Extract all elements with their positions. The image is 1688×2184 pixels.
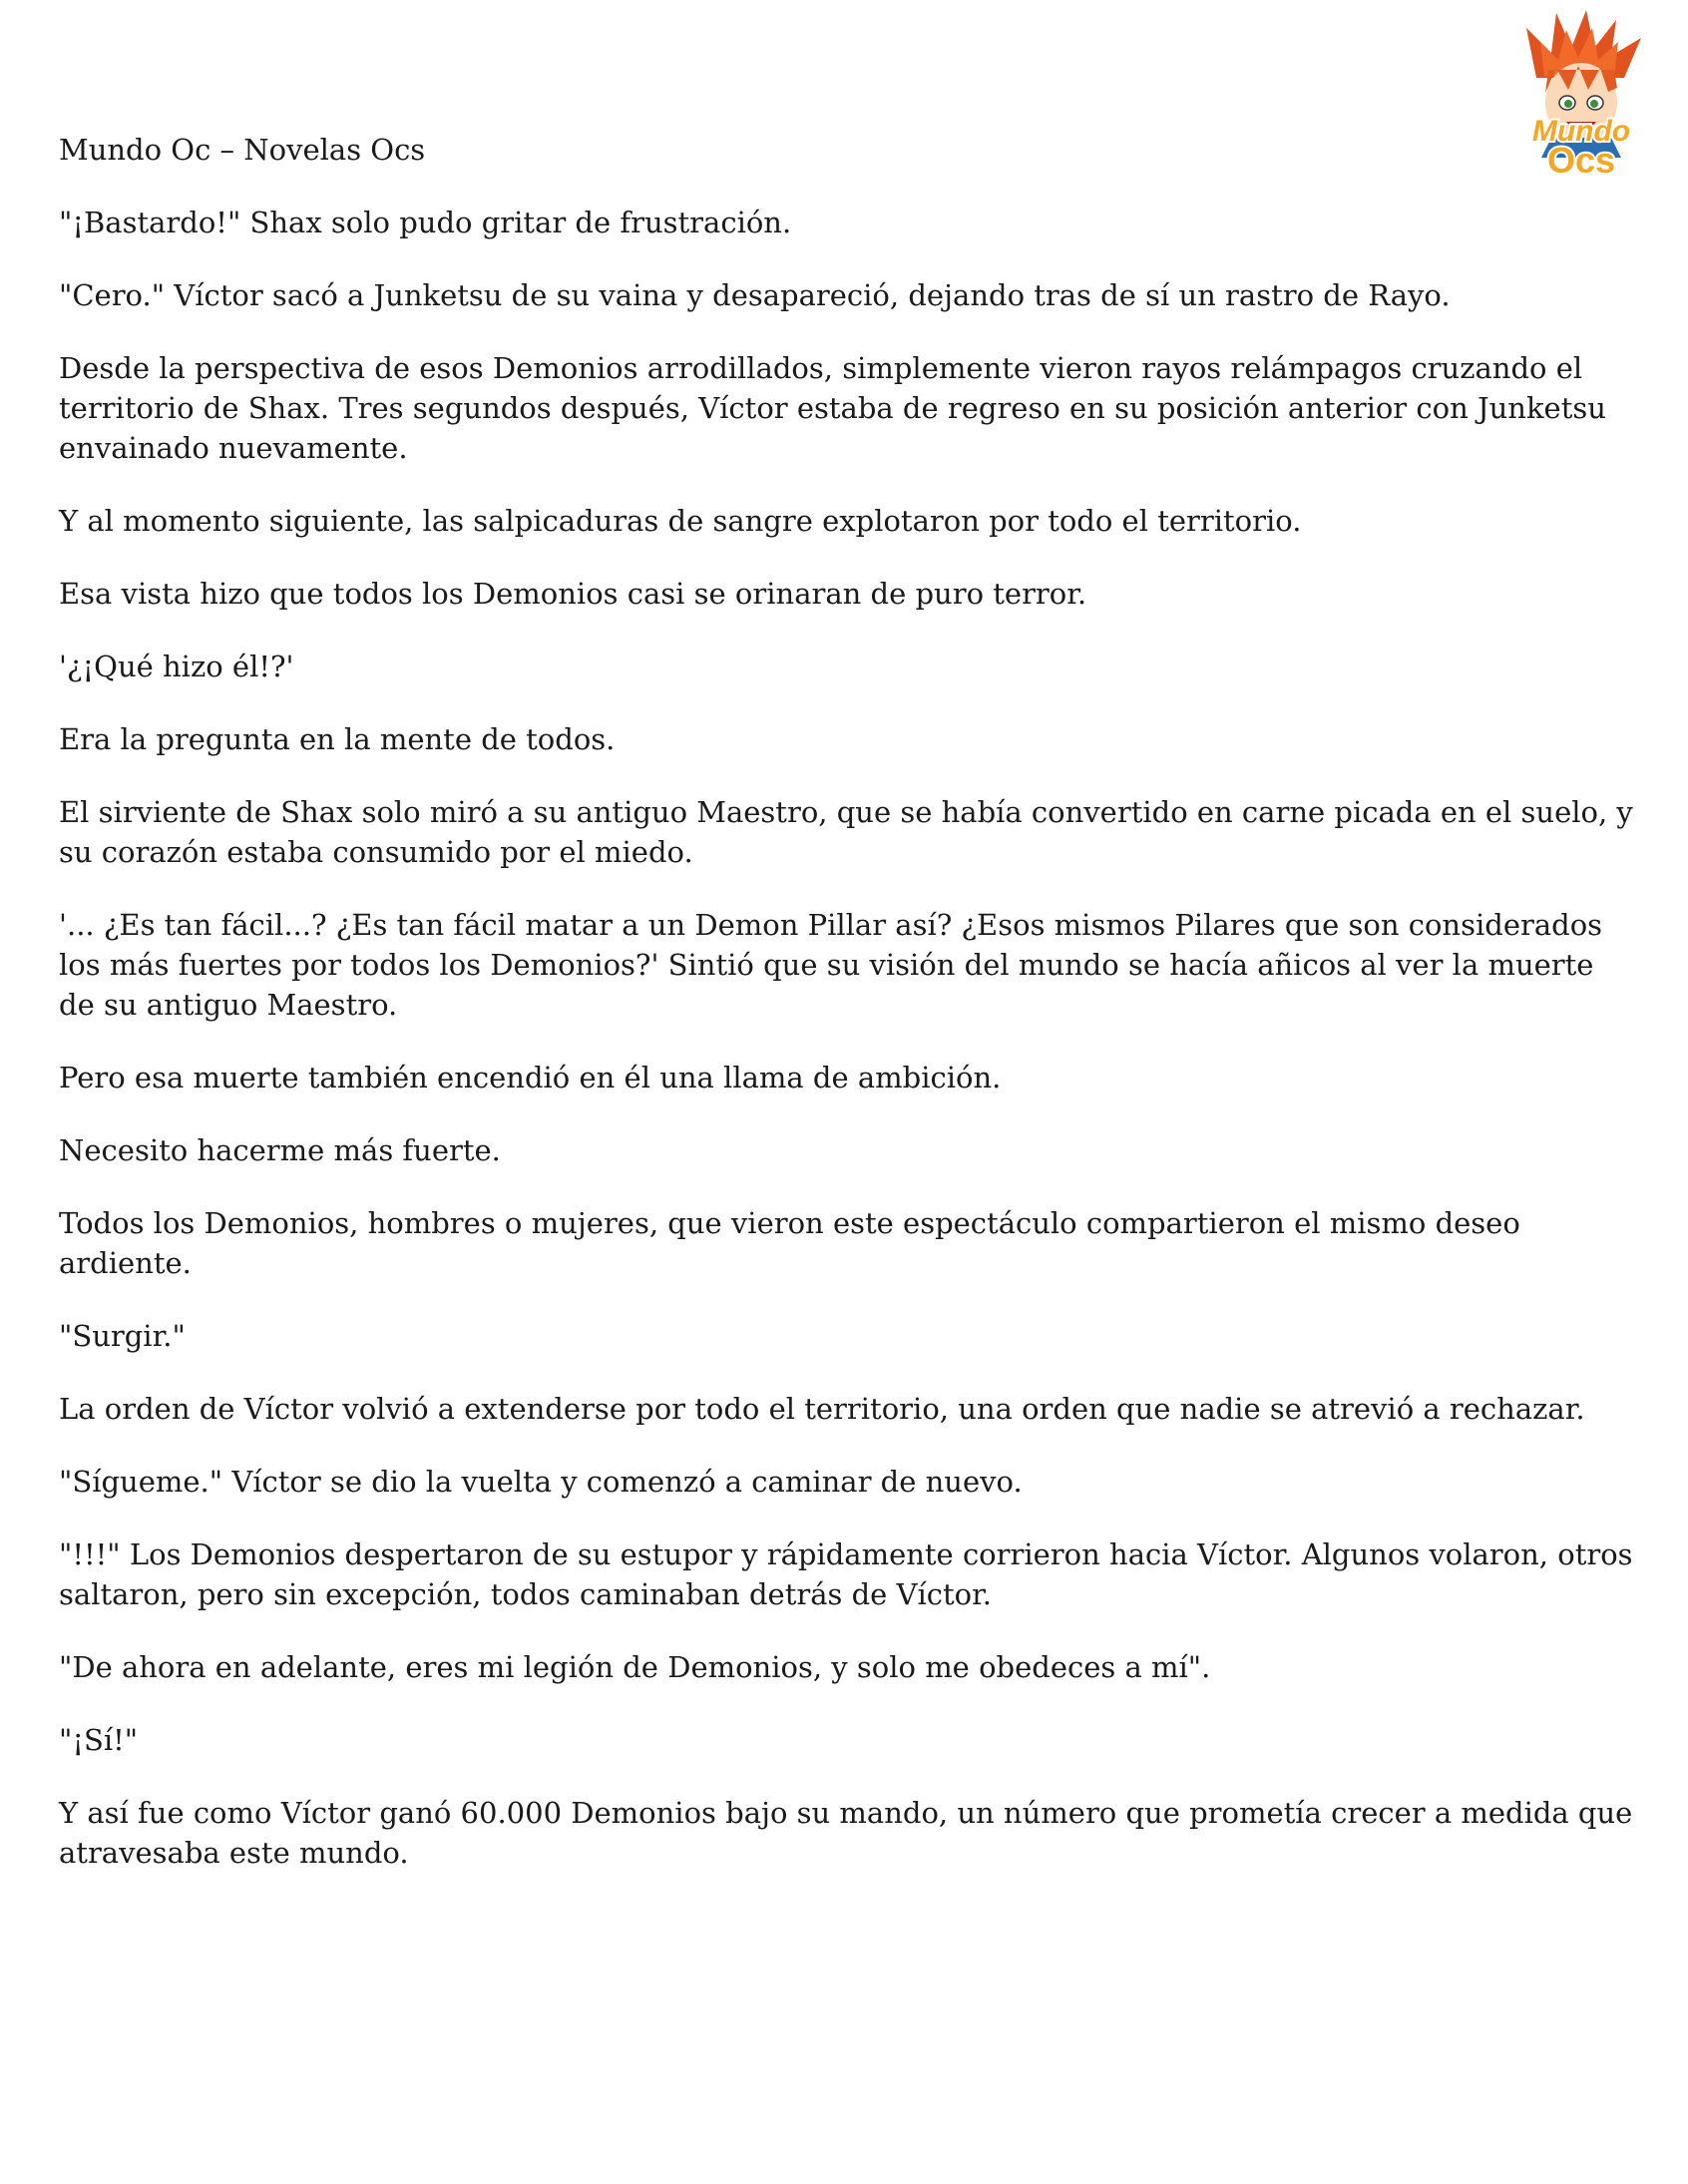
paragraph-6: '¿¡Qué hizo él!?': [59, 650, 294, 683]
paragraph-5: Esa vista hizo que todos los Demonios casi se orinaran de puro terror.: [59, 577, 1087, 611]
paragraph-11: Necesito hacerme más fuerte.: [59, 1133, 501, 1167]
paragraph-2: "Cero." Víctor sacó a Junketsu de su vaina y desapareció, dejando tras de sí un rastro de Rayo.: [59, 278, 1451, 312]
paragraph-15: "Sígueme." Víctor se dio la vuelta y comenzó a caminar de nuevo.: [59, 1465, 1023, 1499]
paragraph-9: '... ¿Es tan fácil...? ¿Es tan fácil matar a un Demon Pillar así? ¿Esos mismos Pilares que son considerados los más fuertes por todos los Demonios?' Sintió que su visión del mundo se hacía añicos al ver la muerte de su antiguo Maestro.: [59, 908, 1603, 1022]
paragraph-3: Desde la perspectiva de esos Demonios arrodillados, simplemente vieron rayos relámpagos cruzando el territorio de Shax. Tres segundos después, Víctor estaba de regreso en su posición anterior con Junketsu envainado nuevamente.: [59, 351, 1606, 465]
paragraph-10: Pero esa muerte también encendió en él una llama de ambición.: [59, 1061, 1002, 1094]
paragraph-4: Y al momento siguiente, las salpicaduras de sangre explotaron por todo el territorio.: [59, 504, 1302, 538]
paragraph-7: Era la pregunta en la mente de todos.: [59, 722, 616, 756]
svg-text:Ocs: Ocs: [1546, 140, 1616, 181]
paragraph-19: Y así fue como Víctor ganó 60.000 Demonios bajo su mando, un número que prometía crecer a medida que atravesaba este mundo.: [59, 1796, 1633, 1870]
paragraph-18: "¡Sí!": [59, 1723, 139, 1757]
paragraph-8: El sirviente de Shax solo miró a su antiguo Maestro, que se había convertido en carne picada en el suelo, y su corazón estaba consumido por el miedo.: [59, 795, 1633, 869]
svg-text:Mundo: Mundo: [1531, 115, 1631, 148]
paragraph-14: La orden de Víctor volvió a extenderse por todo el territorio, una orden que nadie se atrevió a rechazar.: [59, 1392, 1585, 1426]
paragraph-16: "!!!" Los Demonios despertaron de su estupor y rápidamente corrieron hacia Víctor. Algunos volaron, otros saltaron, pero sin excepción, todos caminaban detrás de Víctor.: [59, 1537, 1633, 1611]
document-header: Mundo Oc – Novelas Ocs: [59, 133, 426, 167]
paragraph-1: "¡Bastardo!" Shax solo pudo gritar de frustración.: [59, 206, 792, 239]
document-body: [59, 130, 1635, 1906]
paragraph-13: "Surgir.": [59, 1319, 186, 1353]
paragraph-17: "De ahora en adelante, eres mi legión de Demonios, y solo me obedeces a mí".: [59, 1650, 1211, 1684]
paragraph-12: Todos los Demonios, hombres o mujeres, que vieron este espectáculo compartieron el mismo deseo ardiente.: [59, 1206, 1520, 1280]
